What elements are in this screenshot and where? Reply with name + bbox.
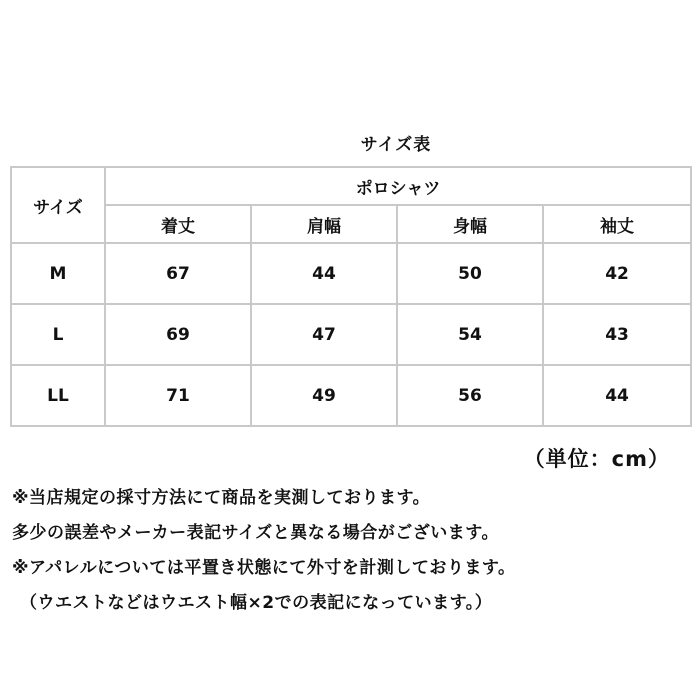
table-row <box>11 304 691 365</box>
size-column-header: サイズ <box>11 167 105 243</box>
product-header: ポロシャツ <box>105 167 691 205</box>
note-line: ※当店規定の採寸方法にて商品を実測しております。 <box>12 488 431 508</box>
table-cell: 44 <box>543 365 691 426</box>
notes <box>12 481 692 621</box>
table-header-row <box>11 167 691 205</box>
page-title: サイズ表 <box>360 135 432 155</box>
table-row <box>11 365 691 426</box>
table-cell: 44 <box>251 243 397 304</box>
note-line: 多少の誤差やメーカー表記サイズと異なる場合がございます。 <box>12 523 499 543</box>
table-cell: 54 <box>397 304 543 365</box>
table-cell: 42 <box>543 243 691 304</box>
column-header-length: 着丈 <box>105 205 251 243</box>
table-subheader-row <box>11 205 691 243</box>
size-label: LL <box>11 365 105 426</box>
column-header-shoulder: 肩幅 <box>251 205 397 243</box>
table-cell: 56 <box>397 365 543 426</box>
table-cell: 43 <box>543 304 691 365</box>
size-label: L <box>11 304 105 365</box>
column-header-sleeve: 袖丈 <box>543 205 691 243</box>
unit-label: （単位：cm） <box>523 447 670 471</box>
note-line: （ウエストなどはウエスト幅×2での表記になっています。） <box>20 593 493 613</box>
table-row <box>11 243 691 304</box>
size-table <box>10 166 692 427</box>
table-cell: 67 <box>105 243 251 304</box>
table-cell: 69 <box>105 304 251 365</box>
table-cell: 71 <box>105 365 251 426</box>
note-line: ※アパレルについては平置き状態にて外寸を計測しております。 <box>12 558 516 578</box>
column-header-chest: 身幅 <box>397 205 543 243</box>
table-cell: 49 <box>251 365 397 426</box>
table-cell: 47 <box>251 304 397 365</box>
size-label: M <box>11 243 105 304</box>
table-cell: 50 <box>397 243 543 304</box>
